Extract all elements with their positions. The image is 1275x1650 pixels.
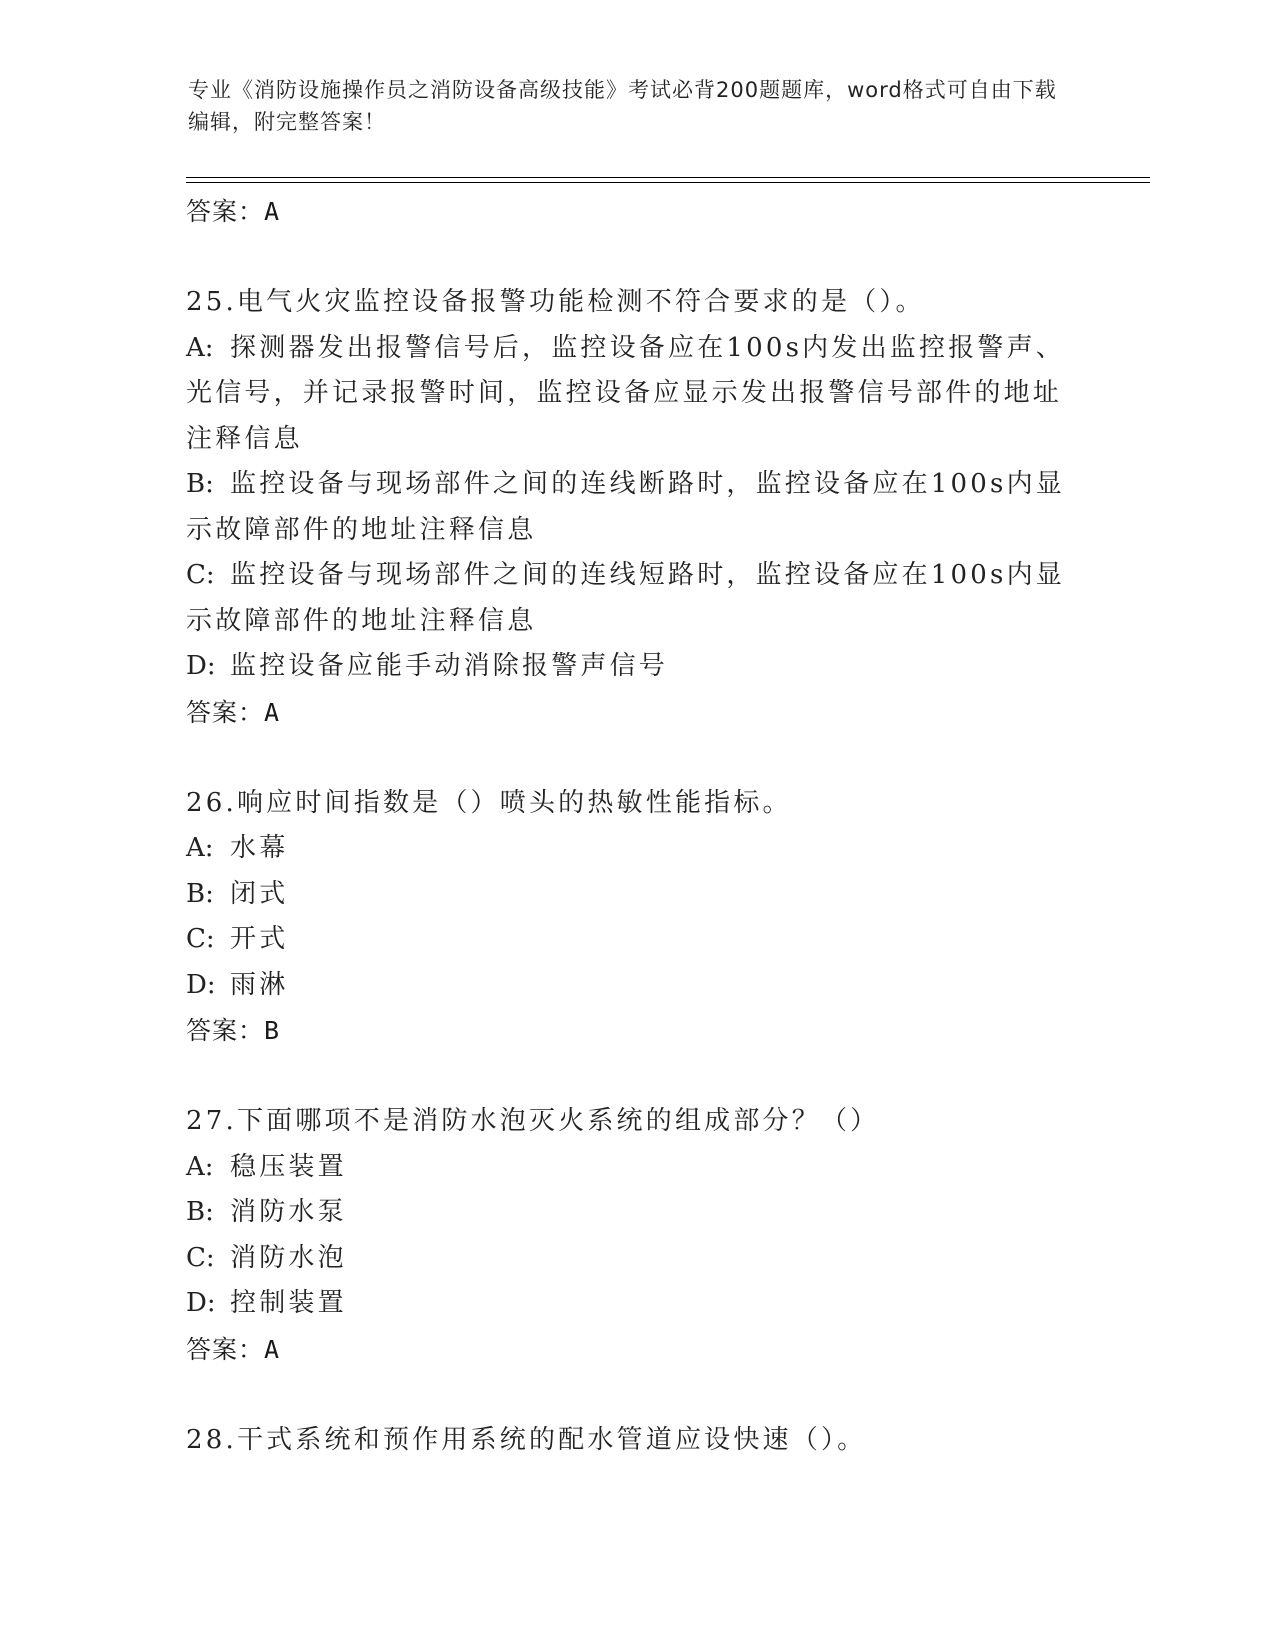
answer-label: 答案： [186,1334,265,1364]
option-b [186,1190,1086,1236]
option-text: 监控设备应能手动消除报警声信号 [230,651,669,681]
spacer [186,735,1086,781]
option-text: 雨淋 [230,969,289,1000]
answer-value: A [264,1334,281,1364]
option-letter: A: [186,332,214,363]
option-letter: A: [186,1151,214,1182]
option-text: 稳压装置 [230,1151,347,1182]
answer-label: 答案： [186,197,265,226]
option-d [186,1281,1086,1327]
answer-line [186,189,1086,235]
option-a [186,1145,1086,1191]
option-d [186,963,1086,1009]
spacer [186,1054,1086,1100]
option-letter: B: [186,469,214,499]
option-letter: C: [186,560,215,590]
spacer [186,235,1086,281]
header-rule-bottom [186,182,1150,183]
question-stem: 27.下面哪项不是消防水泡灭火系统的组成部分？（） [186,1106,880,1136]
option-letter: B: [186,1197,214,1227]
answer-line [186,1327,1086,1373]
option-letter: D: [186,651,216,681]
spacer [186,1372,1086,1418]
option-c [186,1236,1086,1282]
option-text: 开式 [230,924,289,954]
option-text: 监控设备与现场部件之间的连线短路时，监控设备应在100s内显示故障部件的地址注释信息 [186,560,1065,636]
option-text: 闭式 [230,878,289,909]
option-letter: A: [186,833,214,863]
option-b [186,462,1066,553]
question-stem: 26.响应时间指数是（）喷头的热敏性能指标。 [186,787,792,818]
option-text: 探测器发出报警信号后，监控设备应在100s内发出监控报警声、光信号，并记录报警时间，监控设备应显示发出报警信号部件的地址注释信息 [186,332,1065,454]
option-letter: D: [186,969,216,1000]
document-header: 专业《消防设施操作员之消防设备高级技能》考试必背200题题库，word格式可自由下载编辑，附完整答案！ [188,78,1057,134]
answer-label: 答案： [186,697,265,727]
answer-line [186,690,1086,736]
answer-value: B [264,1016,281,1045]
option-a [186,826,1086,872]
option-text: 控制装置 [230,1288,347,1318]
option-a [186,326,1066,463]
header-rule-top [186,177,1150,178]
option-c [186,553,1066,644]
option-text: 水幕 [230,833,289,863]
question-stem: 25.电气火灾监控设备报警功能检测不符合要求的是（）。 [186,287,925,317]
answer-value: A [264,697,281,727]
option-text: 消防水泡 [230,1242,347,1273]
question-list [186,189,1086,1463]
answer-value: A [264,197,281,226]
answer-line [186,1008,1086,1054]
option-c [186,917,1086,963]
option-letter: C: [186,924,215,954]
option-text: 消防水泵 [230,1197,347,1227]
option-b [186,872,1086,918]
option-letter: B: [186,878,214,909]
answer-label: 答案： [186,1016,265,1045]
option-letter: C: [186,1242,215,1273]
option-d [186,644,1086,690]
option-text: 监控设备与现场部件之间的连线断路时，监控设备应在100s内显示故障部件的地址注释信息 [186,469,1065,545]
option-letter: D: [186,1288,216,1318]
question-stem: 28.干式系统和预作用系统的配水管道应设快速（）。 [186,1424,867,1455]
